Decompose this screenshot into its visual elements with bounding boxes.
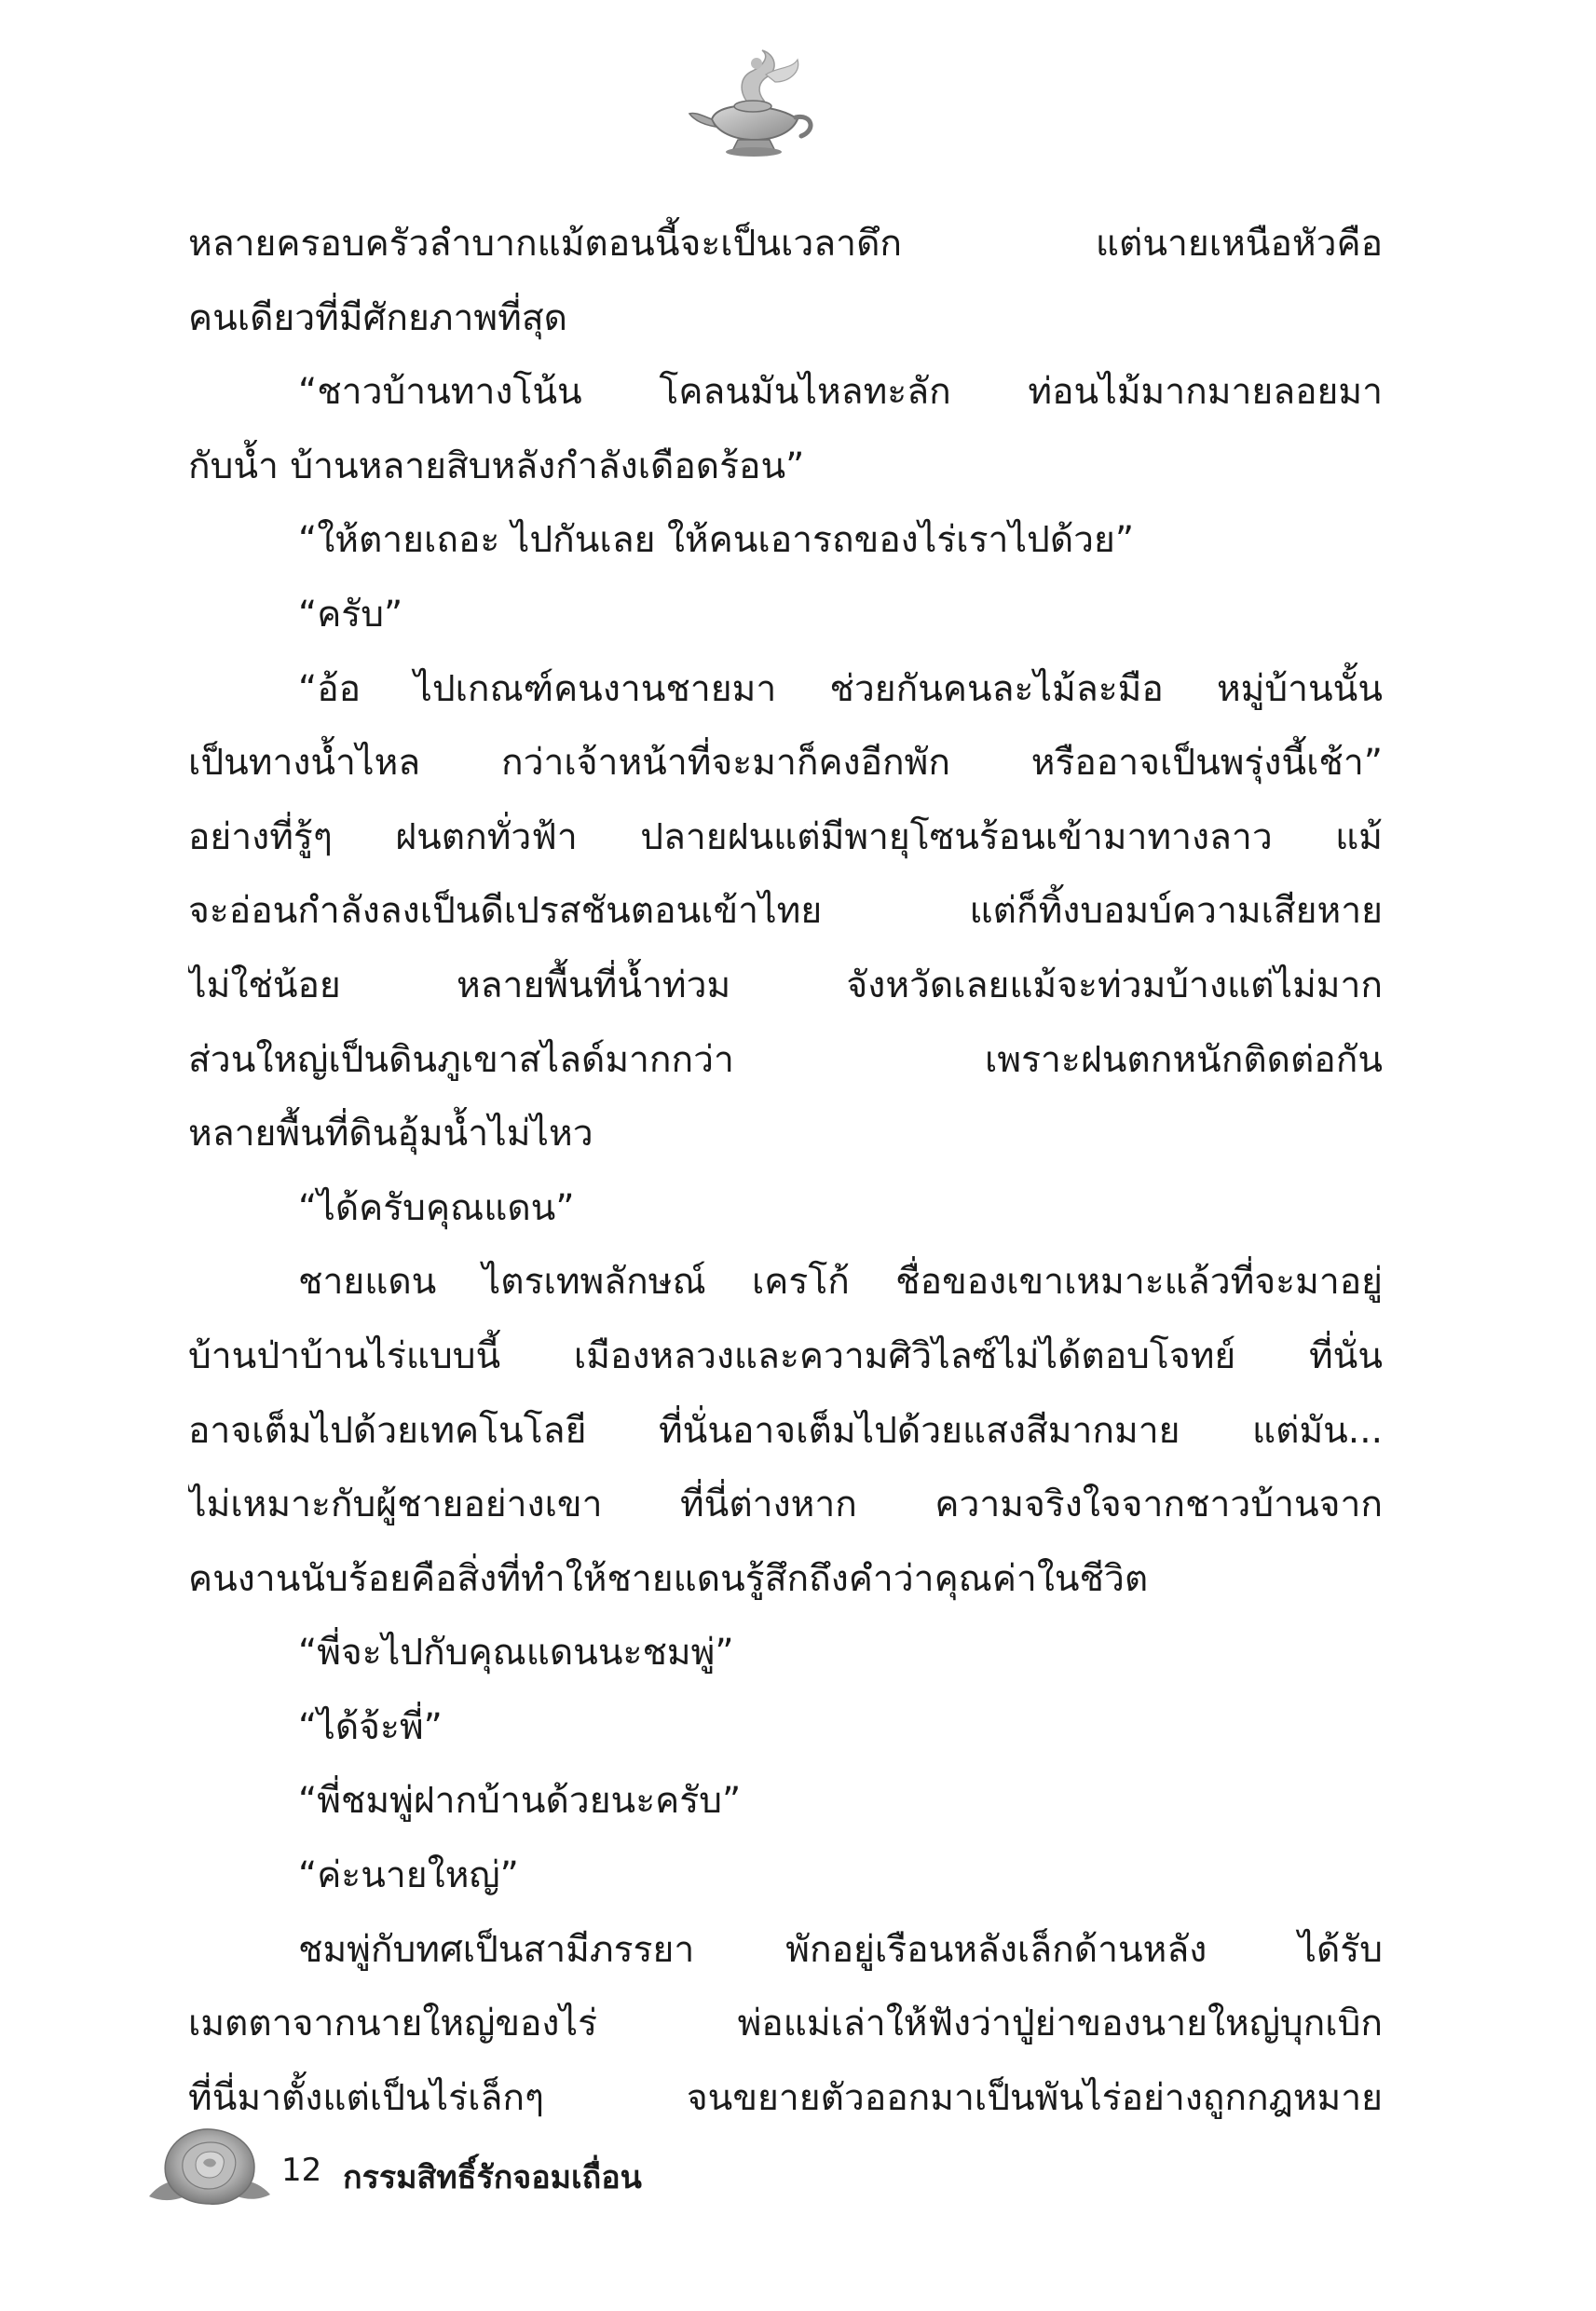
- genie-lamp-icon: [684, 47, 824, 163]
- text-line: “ให้ตายเถอะ ไปกันเลย ให้คนเอารถของไร่เราไปด้วย”: [298, 519, 1135, 562]
- text-line: “ได้จ้ะพี่”: [298, 1705, 443, 1748]
- text-line: “พี่จะไปกับคุณแดนนะชมพู่”: [298, 1632, 734, 1675]
- text-line: “ค่ะนายใหญ่”: [298, 1854, 519, 1897]
- page-footer: [140, 2111, 885, 2213]
- text-line: ที่นี่มาตั้งแต่เป็นไร่เล็กๆ จนขยายตัวออกมาเป็นพันไร่อย่างถูกกฎหมาย: [188, 2076, 1383, 2119]
- body-text: [188, 207, 1383, 2135]
- text-line: ชายแดน ไตรเทพลักษณ์ เครโก้ ชื่อของเขาเหมาะแล้วที่จะมาอยู่: [298, 1261, 1383, 1304]
- text-line: “พี่ชมพู่ฝากบ้านด้วยนะครับ”: [298, 1780, 742, 1823]
- text-line: “ครับ”: [298, 593, 403, 636]
- text-line: หลายครอบครัวลำบากแม้ตอนนี้จะเป็นเวลาดึก แต่นายเหนือหัวคือ: [188, 223, 1383, 265]
- text-line: ชมพู่กับทศเป็นสามีภรรยา พักอยู่เรือนหลังเล็กด้านหลัง ได้รับ: [298, 1928, 1383, 1971]
- text-line: ส่วนใหญ่เป็นดินภูเขาสไลด์มากกว่า เพราะฝนตกหนักติดต่อกัน: [188, 1038, 1383, 1081]
- text-line: อย่างที่รู้ๆ ฝนตกทั่วฟ้า ปลายฝนแต่มีพายุโซนร้อนเข้ามาทางลาว แม้: [188, 815, 1383, 858]
- text-line: คนเดียวที่มีศักยภาพที่สุด: [188, 296, 567, 339]
- text-line: “ชาวบ้านทางโน้น โคลนมันไหลทะลัก ท่อนไม้มากมายลอยมา: [298, 371, 1383, 414]
- text-line: “อ้อ ไปเกณฑ์คนงานชายมา ช่วยกันคนละไม้ละมือ หมู่บ้านนั้น: [298, 667, 1383, 710]
- text-line: กับน้ำ บ้านหลายสิบหลังกำลังเดือดร้อน”: [188, 444, 805, 487]
- text-line: ไม่ใช่น้อย หลายพื้นที่น้ำท่วม จังหวัดเลยแม้จะท่วมบ้างแต่ไม่มาก: [188, 964, 1383, 1006]
- text-line: คนงานนับร้อยคือสิ่งที่ทำให้ชายแดนรู้สึกถึงคำว่าคุณค่าในชีวิต: [188, 1557, 1149, 1600]
- text-line: เป็นทางน้ำไหล กว่าเจ้าหน้าที่จะมาก็คงอีกพัก หรืออาจเป็นพรุ่งนี้เช้า”: [188, 742, 1383, 785]
- text-line: ไม่เหมาะกับผู้ชายอย่างเขา ที่นี่ต่างหาก ความจริงใจจากชาวบ้านจาก: [188, 1484, 1383, 1526]
- text-line: อาจเต็มไปด้วยเทคโนโลยี ที่นั่นอาจเต็มไปด้วยแสงสีมากมาย แต่มัน...: [188, 1409, 1383, 1452]
- text-line: เมตตาจากนายใหญ่ของไร่ พ่อแม่เล่าให้ฟังว่าปู่ย่าของนายใหญ่บุกเบิก: [188, 2003, 1383, 2045]
- text-line: จะอ่อนกำลังลงเป็นดีเปรสชันตอนเข้าไทย แต่ก็ทิ้งบอมบ์ความเสียหาย: [188, 890, 1383, 933]
- text-line: หลายพื้นที่ดินอุ้มน้ำไม่ไหว: [188, 1113, 593, 1156]
- text-line: “ได้ครับคุณแดน”: [298, 1186, 575, 1229]
- rose-icon: [140, 2111, 280, 2213]
- page-number: 12: [281, 2152, 322, 2189]
- text-line: บ้านป่าบ้านไร่แบบนี้ เมืองหลวงและความศิวิไลซ์ไม่ได้ตอบโจทย์ ที่นั่น: [188, 1334, 1383, 1377]
- book-title: กรรมสิทธิ์รักจอมเถื่อน: [343, 2159, 642, 2196]
